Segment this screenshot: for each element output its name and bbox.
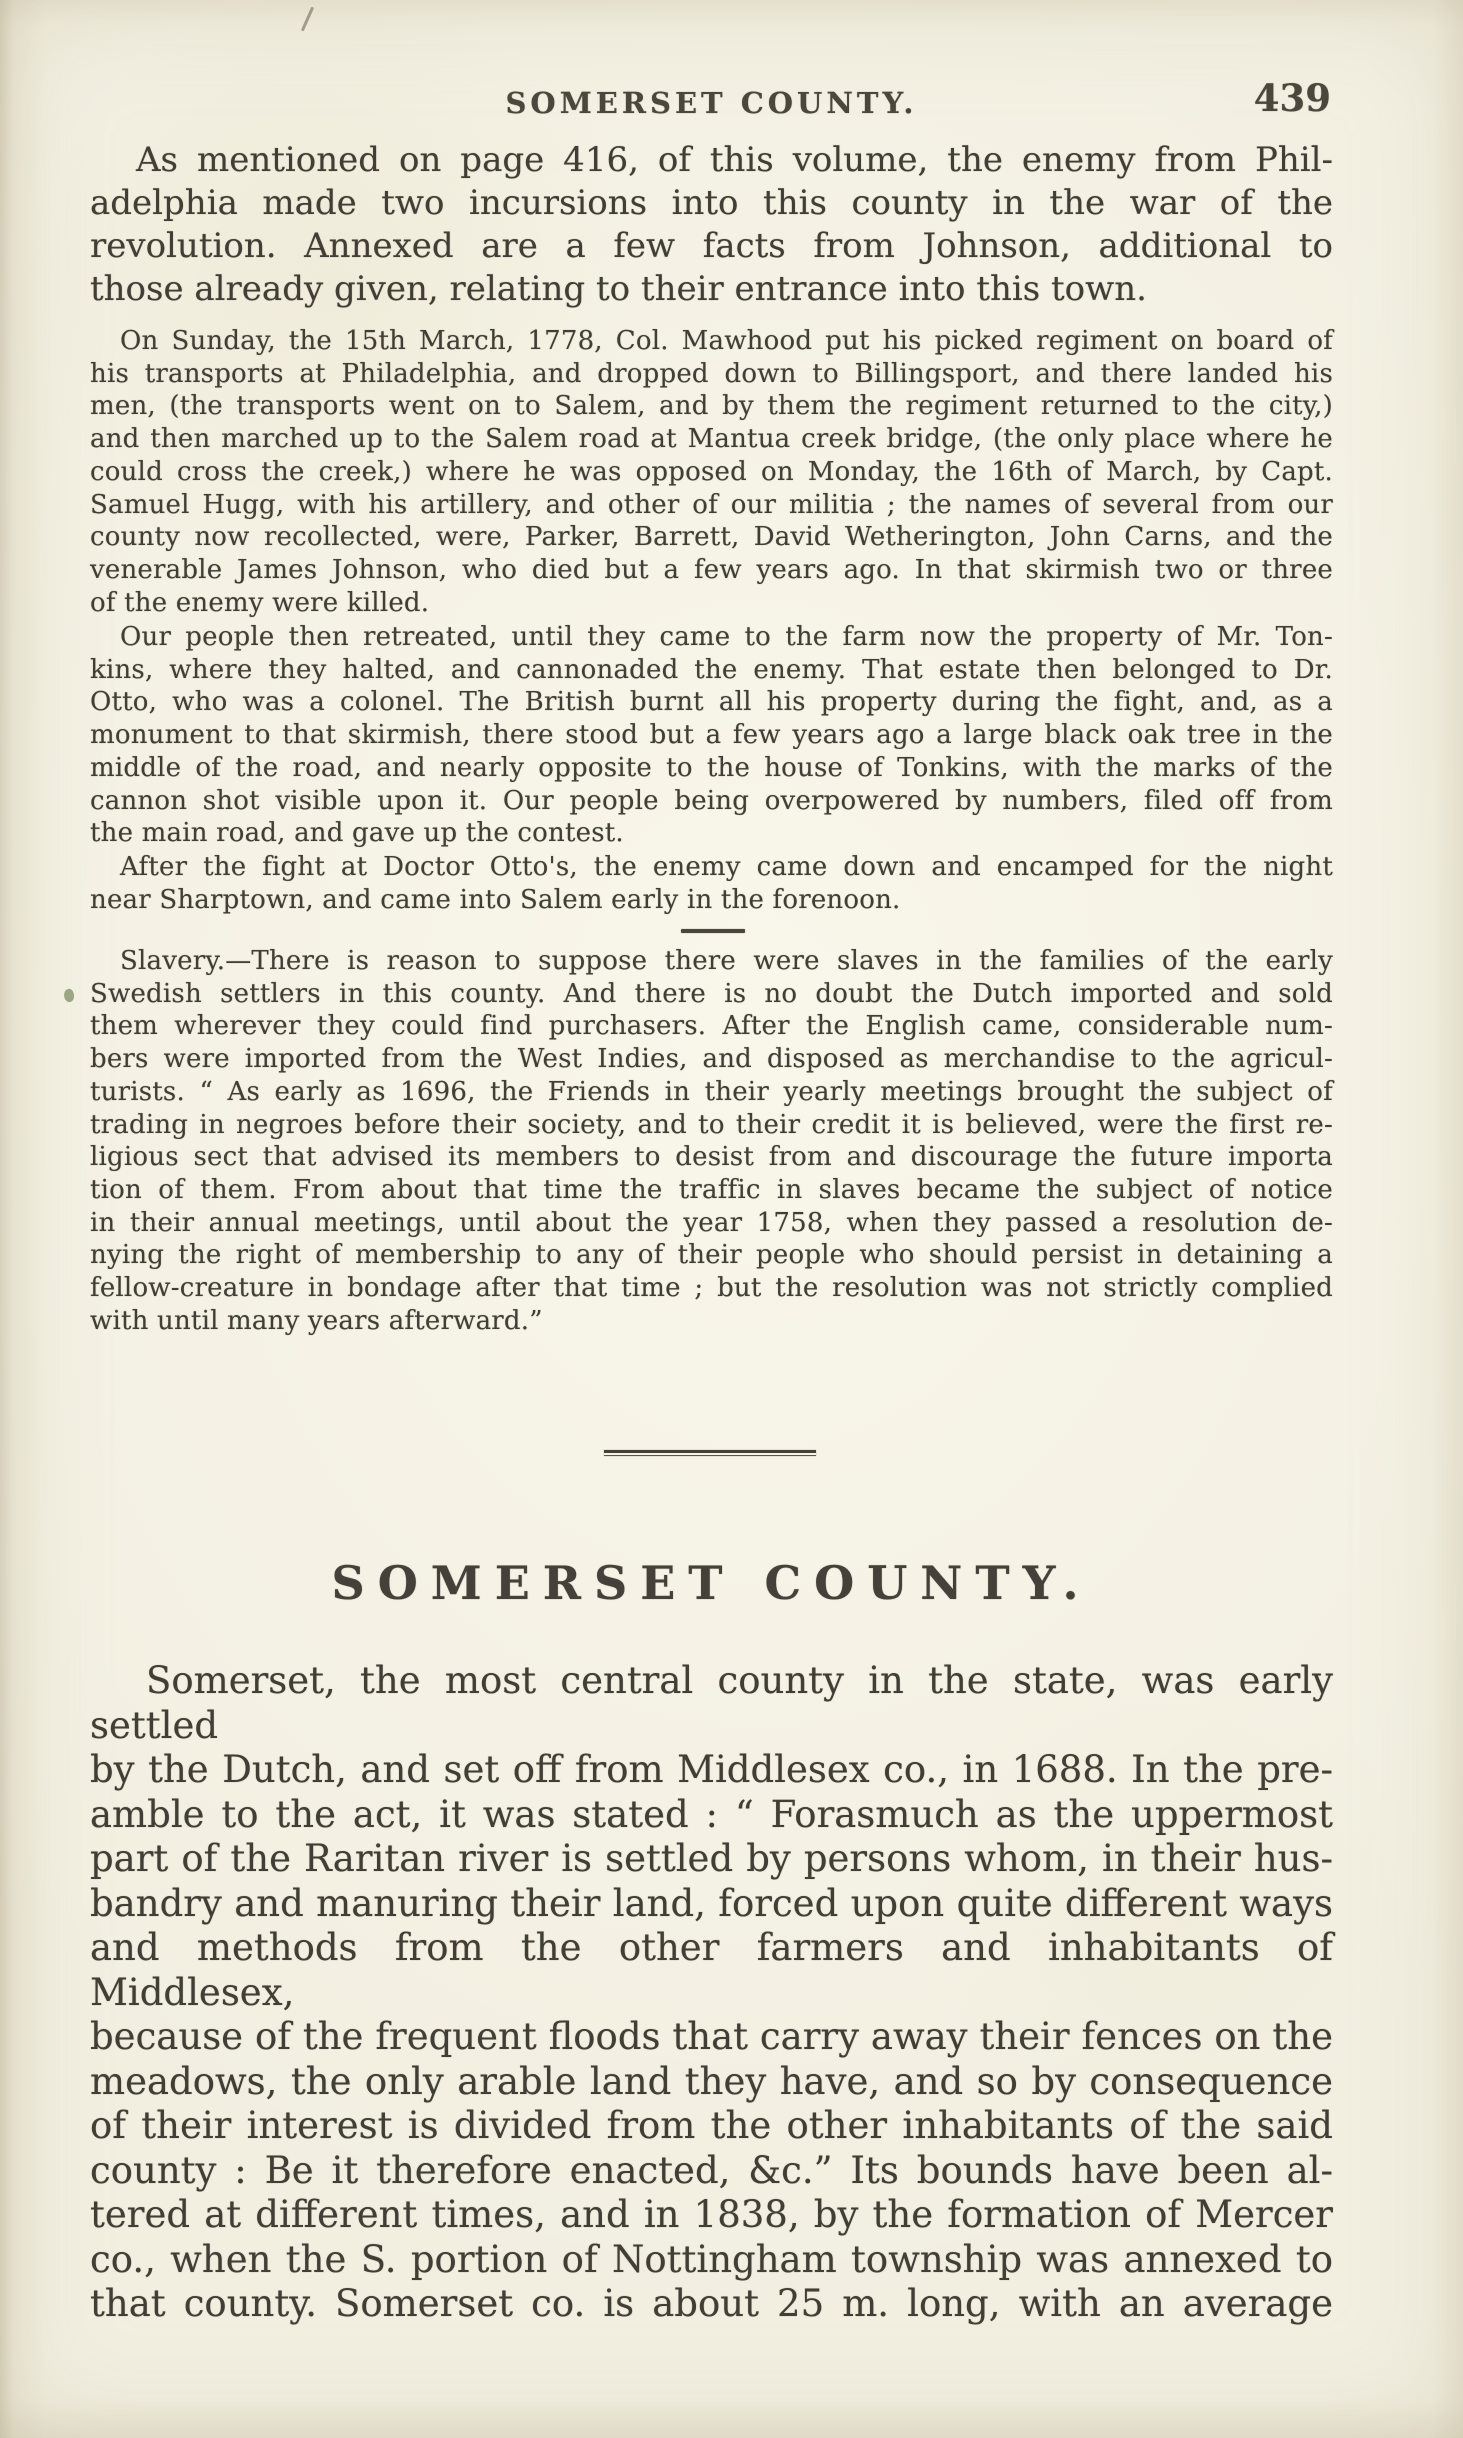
text-line: could cross the creek,) where he was opposed on Monday, the 16th of March, by Capt. (90, 456, 1333, 487)
text-line: county : Be it therefore enacted, &c.” Its bounds have been al- (90, 2148, 1333, 2192)
text-line: Slavery.—There is reason to suppose there were slaves in the families of the early (120, 946, 1333, 976)
slavery-note-paragraph (90, 945, 1333, 1337)
text-line: them wherever they could find purchasers. After the English came, considerable num- (90, 1011, 1333, 1042)
section-heading: SOMERSET COUNTY. (331, 1556, 1092, 1610)
text-line: Our people then retreated, until they came to the farm now the property of Mr. Ton- (120, 622, 1333, 652)
text-line: bandry and manuring their land, forced upon quite different ways (90, 1881, 1333, 1925)
text-line: turists. “ As early as 1696, the Friends in their yearly meetings brought the subject of (90, 1076, 1333, 1107)
johnson-account-paragraph-1 (90, 325, 1333, 619)
text-line: of the enemy were killed. (90, 587, 430, 618)
text-line: near Sharptown, and came into Salem early in the forenoon. (90, 884, 901, 915)
text-line: After the fight at Doctor Otto's, the enemy came down and encamped for the night (120, 852, 1333, 882)
text-line: Otto, who was a colonel. The British burnt all his property during the fight, and, as a (90, 687, 1333, 718)
text-line: that county. Somerset co. is about 25 m. long, with an average (90, 2282, 1333, 2325)
text-line: tion of them. From about that time the traffic in slaves became the subject of notice (90, 1174, 1333, 1205)
ink-fleck (62, 988, 75, 1003)
text-line: part of the Raritan river is settled by persons whom, in their hus- (90, 1837, 1333, 1880)
johnson-account-paragraph-3 (90, 851, 1333, 916)
text-line: of their interest is divided from the other inhabitants of the said (90, 2104, 1333, 2147)
somerset-county-paragraph (90, 1659, 1333, 2327)
intro-paragraph (90, 139, 1333, 311)
text-line: county now recollected, were, Parker, Barrett, David Wetherington, John Carns, and the (90, 522, 1333, 553)
text-line: ligious sect that advised its members to desist from and discourage the future importa (90, 1142, 1333, 1173)
stray-pen-mark (301, 7, 314, 32)
text-line: revolution. Annexed are a few facts from Johnson, additional to (90, 226, 1333, 266)
text-line: venerable James Johnson, who died but a few years ago. In that skirmish two or three (90, 554, 1333, 585)
text-line: kins, where they halted, and cannonaded the enemy. That estate then belonged to Dr. (90, 654, 1333, 685)
text-line: cannon shot visible upon it. Our people being overpowered by numbers, filed off from (90, 785, 1333, 816)
text-line: by the Dutch, and set off from Middlesex co., in 1688. In the pre- (90, 1748, 1333, 1791)
text-line: those already given, relating to their entrance into this town. (90, 269, 1147, 309)
text-line: with until many years afterward.” (90, 1305, 543, 1336)
text-line: trading in negroes before their society, and to their credit it is believed, were the first re- (90, 1109, 1333, 1140)
running-header (90, 76, 1333, 136)
johnson-account-paragraph-2 (90, 621, 1333, 850)
text-line: adelphia made two incursions into this county in the war of the (90, 183, 1333, 223)
text-line: tered at different times, and in 1838, by the formation of Mercer (90, 2193, 1333, 2236)
text-line: Samuel Hugg, with his artillery, and other of our militia ; the names of several from our (90, 489, 1333, 520)
text-line: monument to that skirmish, there stood but a few years ago a large black oak tree in the (90, 720, 1333, 751)
text-line: middle of the road, and nearly opposite to the house of Tonkins, with the marks of the (90, 752, 1333, 783)
running-header-title: SOMERSET COUNTY. (505, 86, 918, 120)
text-line: Swedish settlers in this county. And there is no doubt the Dutch imported and sold (90, 978, 1333, 1009)
text-line: and then marched up to the Salem road at Mantua creek bridge, (the only place where he (90, 424, 1333, 455)
section-divider-rule-short (681, 929, 745, 933)
chapter-divider-rule (604, 1450, 816, 1456)
text-line: his transports at Philadelphia, and dropped down to Billingsport, and there landed his (90, 358, 1333, 389)
text-line: co., when the S. portion of Nottingham township was annexed to (90, 2237, 1333, 2281)
text-line: because of the frequent floods that carry away their fences on the (90, 2015, 1333, 2058)
text-line: Somerset, the most central county in the state, was early settled (90, 1659, 1333, 1747)
text-line: bers were imported from the West Indies, and disposed as merchandise to the agricul- (90, 1044, 1333, 1075)
text-line: fellow-creature in bondage after that time ; but the resolution was not strictly complied (90, 1273, 1333, 1304)
text-line: nying the right of membership to any of their people who should persist in detaining a (90, 1240, 1333, 1271)
text-line: in their annual meetings, until about the year 1758, when they passed a resolution de- (90, 1207, 1333, 1238)
text-line: men, (the transports went on to Salem, and by them the regiment returned to the city,) (90, 391, 1333, 422)
text-line: and methods from the other farmers and inhabitants of Middlesex, (90, 1926, 1333, 2014)
text-line: meadows, the only arable land they have, and so by consequence (90, 2059, 1333, 2103)
text-line: On Sunday, the 15th March, 1778, Col. Mawhood put his picked regiment on board of (120, 326, 1333, 356)
text-line: amble to the act, it was stated : “ Forasmuch as the uppermost (90, 1792, 1333, 1836)
text-line: the main road, and gave up the contest. (90, 818, 624, 849)
text-line: As mentioned on page 416, of this volume, the enemy from Phil- (136, 140, 1333, 180)
page-number: 439 (1253, 76, 1331, 120)
